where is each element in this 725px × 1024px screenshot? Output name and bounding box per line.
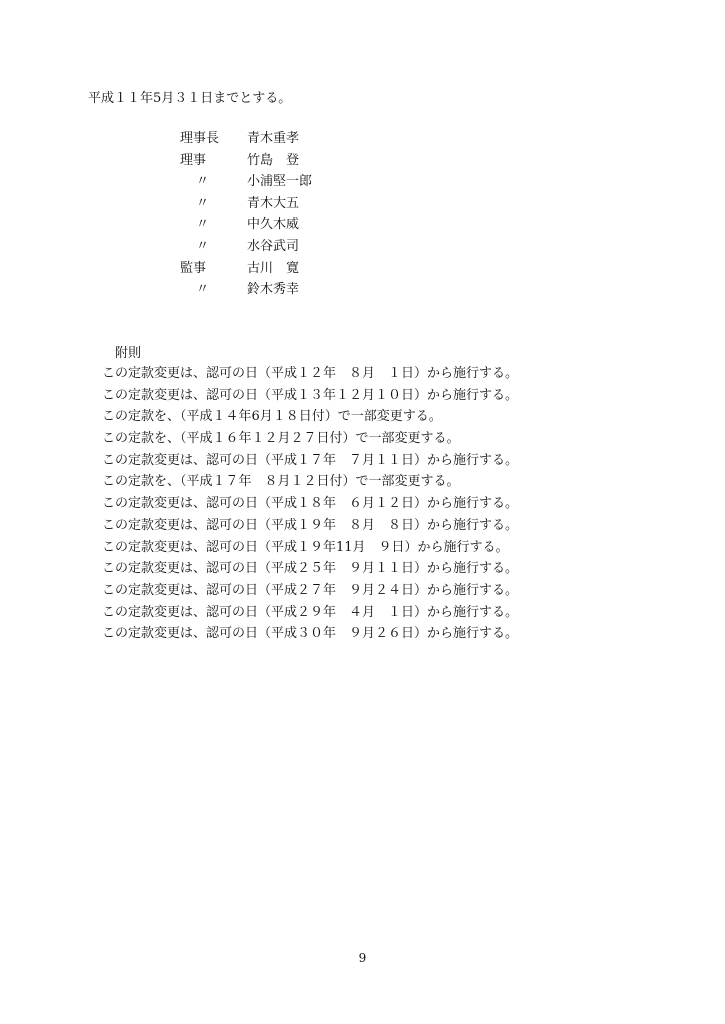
ditto-mark: 〃 (196, 195, 210, 211)
amendment-line: この定款変更は、認可の日（平成１８年 ６月１２日）から施行する。 (102, 496, 519, 512)
officer-name: 青木大五 (247, 195, 300, 211)
officer-name: 小浦堅一郎 (247, 174, 313, 190)
amendment-line: この定款を、（平成１６年１２月２７日付）で一部変更する。 (102, 431, 460, 447)
amendment-line: この定款を、（平成１７年 ８月１２日付）で一部変更する。 (102, 474, 460, 490)
officer-name: 鈴木秀幸 (247, 282, 300, 298)
officer-role: 理事長 (180, 131, 220, 146)
officer-name: 古川 寛 (247, 260, 300, 276)
officer-list (180, 130, 313, 303)
amendment-line: この定款変更は、認可の日（平成１９年11月 ９日）から施行する。 (102, 539, 509, 555)
ditto-mark: 〃 (196, 238, 210, 254)
intro-line: 平成１１年5月３１日までとする。 (88, 91, 292, 106)
page-number: 9 (358, 951, 367, 965)
officer-role: 理事 (180, 152, 207, 168)
ditto-mark: 〃 (196, 282, 210, 298)
officer-row (180, 216, 300, 238)
officer-row (180, 260, 300, 282)
officer-name: 水谷武司 (247, 238, 300, 254)
ditto-mark: 〃 (196, 174, 210, 190)
officer-row (180, 195, 300, 217)
amendment-line: この定款変更は、認可の日（平成１７年 ７月１１日）から施行する。 (102, 452, 519, 468)
amendment-line: この定款を、（平成１４年6月１８日付）で一部変更する。 (102, 409, 442, 425)
officer-row (180, 173, 313, 195)
supplementary-heading: 附則 (115, 346, 142, 361)
officer-role: 監事 (180, 260, 207, 276)
officer-row (180, 130, 300, 152)
officer-name: 中久木威 (247, 217, 300, 233)
officer-row (180, 281, 300, 303)
officer-row (180, 238, 300, 260)
amendment-line: この定款変更は、認可の日（平成２９年 ４月 １日）から施行する。 (102, 604, 519, 620)
amendment-line: この定款変更は、認可の日（平成１２年 ８月 １日）から施行する。 (102, 366, 519, 381)
amendment-line: この定款変更は、認可の日（平成２７年 ９月２４日）から施行する。 (102, 582, 519, 598)
officer-row (180, 152, 300, 174)
amendment-list (102, 365, 518, 647)
amendment-line: この定款変更は、認可の日（平成２５年 ９月１１日）から施行する。 (102, 561, 519, 577)
officer-name: 竹島 登 (247, 152, 300, 168)
amendment-line: この定款変更は、認可の日（平成３０年 ９月２６日）から施行する。 (102, 626, 519, 642)
amendment-line: この定款変更は、認可の日（平成１９年 ８月 ８日）から施行する。 (102, 517, 519, 533)
officer-name: 青木重孝 (247, 131, 300, 146)
amendment-line: この定款変更は、認可の日（平成１３年１２月１０日）から施行する。 (102, 387, 519, 403)
ditto-mark: 〃 (196, 217, 210, 233)
